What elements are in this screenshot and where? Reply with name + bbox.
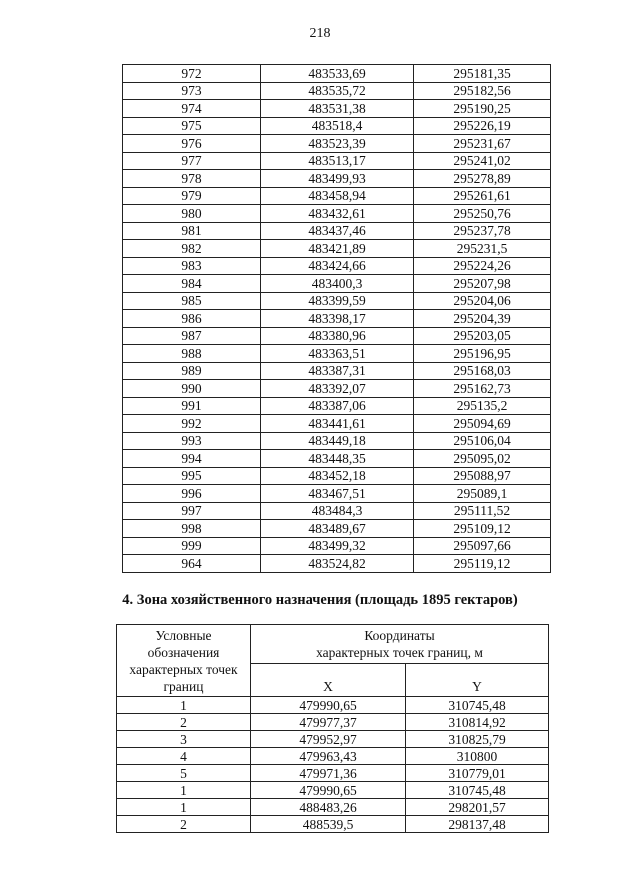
y-coordinate-cell: 295095,02 xyxy=(414,450,551,468)
point-number-cell: 975 xyxy=(123,117,261,135)
y-coordinate-cell: 295097,66 xyxy=(414,537,551,555)
point-number-cell: 5 xyxy=(117,765,251,782)
y-coordinate-cell: 295278,89 xyxy=(414,170,551,188)
point-number-cell: 991 xyxy=(123,397,261,415)
x-coordinate-cell: 483523,39 xyxy=(261,135,414,153)
x-column-header: X xyxy=(251,664,406,697)
table-row xyxy=(123,135,551,153)
table-row xyxy=(123,152,551,170)
y-coordinate-cell: 295162,73 xyxy=(414,380,551,398)
x-coordinate-cell: 483387,06 xyxy=(261,397,414,415)
y-coordinate-cell: 295111,52 xyxy=(414,502,551,520)
x-coordinate-cell: 483398,17 xyxy=(261,310,414,328)
y-coordinate-cell: 295231,5 xyxy=(414,240,551,258)
x-coordinate-cell: 483489,67 xyxy=(261,520,414,538)
y-coordinate-cell: 295088,97 xyxy=(414,467,551,485)
x-coordinate-cell: 483535,72 xyxy=(261,82,414,100)
x-coordinate-cell: 479990,65 xyxy=(251,782,406,799)
point-number-cell: 997 xyxy=(123,502,261,520)
section-title: 4. Зона хозяйственного назначения (площадь 1895 гектаров) xyxy=(122,592,518,608)
table-row xyxy=(117,697,549,714)
table-row xyxy=(123,327,551,345)
x-coordinate-cell: 483513,17 xyxy=(261,152,414,170)
y-coordinate-cell: 295241,02 xyxy=(414,152,551,170)
y-coordinate-cell: 295204,39 xyxy=(414,310,551,328)
table-row xyxy=(123,187,551,205)
x-coordinate-cell: 483484,3 xyxy=(261,502,414,520)
coordinates-table-2-header xyxy=(117,625,549,697)
point-label-header-line: Условные xyxy=(155,627,212,643)
table-row xyxy=(123,467,551,485)
coordinates-header-line: характерных точек границ, м xyxy=(316,645,483,660)
point-number-cell: 980 xyxy=(123,205,261,223)
table-row xyxy=(123,117,551,135)
table-row xyxy=(123,170,551,188)
point-number-cell: 3 xyxy=(117,731,251,748)
y-coordinate-cell: 295106,04 xyxy=(414,432,551,450)
table-row xyxy=(117,714,549,731)
x-coordinate-cell: 483531,38 xyxy=(261,100,414,118)
table-row xyxy=(123,82,551,100)
point-label-header-line: характерных точек xyxy=(129,661,238,677)
page-number: 218 xyxy=(309,26,331,41)
table-row xyxy=(117,765,549,782)
y-coordinate-cell: 298201,57 xyxy=(406,799,549,816)
x-coordinate-cell: 483400,3 xyxy=(261,275,414,293)
y-coordinate-cell: 310814,92 xyxy=(406,714,549,731)
x-coordinate-cell: 479977,37 xyxy=(251,714,406,731)
table-row xyxy=(117,816,549,833)
y-coordinate-cell: 295237,78 xyxy=(414,222,551,240)
point-number-cell: 4 xyxy=(117,748,251,765)
y-coordinate-cell: 295196,95 xyxy=(414,345,551,363)
x-coordinate-cell: 483449,18 xyxy=(261,432,414,450)
point-number-cell: 988 xyxy=(123,345,261,363)
y-coordinate-cell: 295203,05 xyxy=(414,327,551,345)
point-number-cell: 987 xyxy=(123,327,261,345)
table-row xyxy=(123,222,551,240)
table-row xyxy=(123,415,551,433)
table-row xyxy=(123,310,551,328)
y-column-header: Y xyxy=(406,664,549,697)
y-coordinate-cell: 295168,03 xyxy=(414,362,551,380)
x-coordinate-cell: 483499,93 xyxy=(261,170,414,188)
point-number-cell: 984 xyxy=(123,275,261,293)
x-coordinate-cell: 483363,51 xyxy=(261,345,414,363)
point-number-cell: 999 xyxy=(123,537,261,555)
table-row xyxy=(123,362,551,380)
table-row xyxy=(123,397,551,415)
x-coordinate-cell: 483499,32 xyxy=(261,537,414,555)
point-number-cell: 977 xyxy=(123,152,261,170)
coordinates-table-2-body xyxy=(117,697,549,833)
table-row xyxy=(123,205,551,223)
point-number-cell: 990 xyxy=(123,380,261,398)
y-coordinate-cell: 295181,35 xyxy=(414,65,551,83)
point-number-cell: 998 xyxy=(123,520,261,538)
table-row xyxy=(123,275,551,293)
x-coordinate-cell: 483524,82 xyxy=(261,555,414,573)
table-row xyxy=(123,432,551,450)
x-coordinate-cell: 483448,35 xyxy=(261,450,414,468)
y-coordinate-cell: 298137,48 xyxy=(406,816,549,833)
point-label-header xyxy=(117,625,251,697)
y-coordinate-cell: 295226,19 xyxy=(414,117,551,135)
x-coordinate-cell: 483421,89 xyxy=(261,240,414,258)
x-coordinate-cell: 483392,07 xyxy=(261,380,414,398)
x-coordinate-cell: 483437,46 xyxy=(261,222,414,240)
table-row xyxy=(123,555,551,573)
table-row xyxy=(123,520,551,538)
table-row xyxy=(117,782,549,799)
point-number-cell: 989 xyxy=(123,362,261,380)
table-row xyxy=(123,292,551,310)
y-coordinate-cell: 295224,26 xyxy=(414,257,551,275)
coordinates-header-line: Координаты xyxy=(364,628,435,643)
y-coordinate-cell: 295182,56 xyxy=(414,82,551,100)
x-coordinate-cell: 479990,65 xyxy=(251,697,406,714)
point-number-cell: 2 xyxy=(117,816,251,833)
x-coordinate-cell: 479971,36 xyxy=(251,765,406,782)
point-number-cell: 982 xyxy=(123,240,261,258)
point-number-cell: 981 xyxy=(123,222,261,240)
y-coordinate-cell: 295250,76 xyxy=(414,205,551,223)
table-row xyxy=(123,380,551,398)
point-label-header-line: обозначения xyxy=(147,644,220,660)
x-coordinate-cell: 483424,66 xyxy=(261,257,414,275)
coordinates-table-2 xyxy=(116,624,549,833)
x-coordinate-cell: 483441,61 xyxy=(261,415,414,433)
point-label-header-line: границ xyxy=(163,678,204,694)
point-number-cell: 974 xyxy=(123,100,261,118)
y-coordinate-cell: 295109,12 xyxy=(414,520,551,538)
x-coordinate-cell: 483467,51 xyxy=(261,485,414,503)
y-coordinate-cell: 310779,01 xyxy=(406,765,549,782)
point-number-cell: 1 xyxy=(117,697,251,714)
table-row xyxy=(123,537,551,555)
y-coordinate-cell: 310800 xyxy=(406,748,549,765)
y-coordinate-cell: 295094,69 xyxy=(414,415,551,433)
point-number-cell: 976 xyxy=(123,135,261,153)
point-number-cell: 979 xyxy=(123,187,261,205)
y-coordinate-cell: 295089,1 xyxy=(414,485,551,503)
table-row xyxy=(117,799,549,816)
table-row xyxy=(117,748,549,765)
x-coordinate-cell: 483533,69 xyxy=(261,65,414,83)
x-coordinate-cell: 479952,97 xyxy=(251,731,406,748)
y-coordinate-cell: 295190,25 xyxy=(414,100,551,118)
x-coordinate-cell: 479963,43 xyxy=(251,748,406,765)
point-number-cell: 992 xyxy=(123,415,261,433)
table-row xyxy=(117,731,549,748)
y-coordinate-cell: 295135,2 xyxy=(414,397,551,415)
table-row xyxy=(123,485,551,503)
coordinates-header xyxy=(251,625,549,664)
x-coordinate-cell: 488483,26 xyxy=(251,799,406,816)
x-coordinate-cell: 483387,31 xyxy=(261,362,414,380)
x-coordinate-cell: 483432,61 xyxy=(261,205,414,223)
table-row xyxy=(123,65,551,83)
point-number-cell: 2 xyxy=(117,714,251,731)
x-coordinate-cell: 483452,18 xyxy=(261,467,414,485)
table-row xyxy=(123,100,551,118)
point-number-cell: 964 xyxy=(123,555,261,573)
table-row xyxy=(123,240,551,258)
y-coordinate-cell: 310745,48 xyxy=(406,782,549,799)
table-row xyxy=(123,345,551,363)
x-coordinate-cell: 483380,96 xyxy=(261,327,414,345)
x-coordinate-cell: 488539,5 xyxy=(251,816,406,833)
table-row xyxy=(123,502,551,520)
point-number-cell: 978 xyxy=(123,170,261,188)
point-number-cell: 986 xyxy=(123,310,261,328)
table-row xyxy=(123,257,551,275)
coordinates-table-1-body xyxy=(123,65,551,573)
x-coordinate-cell: 483458,94 xyxy=(261,187,414,205)
point-number-cell: 995 xyxy=(123,467,261,485)
point-number-cell: 983 xyxy=(123,257,261,275)
point-number-cell: 985 xyxy=(123,292,261,310)
point-number-cell: 993 xyxy=(123,432,261,450)
y-coordinate-cell: 310745,48 xyxy=(406,697,549,714)
table-row xyxy=(123,450,551,468)
y-coordinate-cell: 295261,61 xyxy=(414,187,551,205)
x-coordinate-cell: 483518,4 xyxy=(261,117,414,135)
coordinates-table-1 xyxy=(122,64,551,573)
point-number-cell: 996 xyxy=(123,485,261,503)
point-number-cell: 972 xyxy=(123,65,261,83)
y-coordinate-cell: 295231,67 xyxy=(414,135,551,153)
y-coordinate-cell: 295119,12 xyxy=(414,555,551,573)
point-number-cell: 994 xyxy=(123,450,261,468)
y-coordinate-cell: 310825,79 xyxy=(406,731,549,748)
y-coordinate-cell: 295204,06 xyxy=(414,292,551,310)
x-coordinate-cell: 483399,59 xyxy=(261,292,414,310)
point-number-cell: 1 xyxy=(117,782,251,799)
point-number-cell: 973 xyxy=(123,82,261,100)
y-coordinate-cell: 295207,98 xyxy=(414,275,551,293)
point-number-cell: 1 xyxy=(117,799,251,816)
